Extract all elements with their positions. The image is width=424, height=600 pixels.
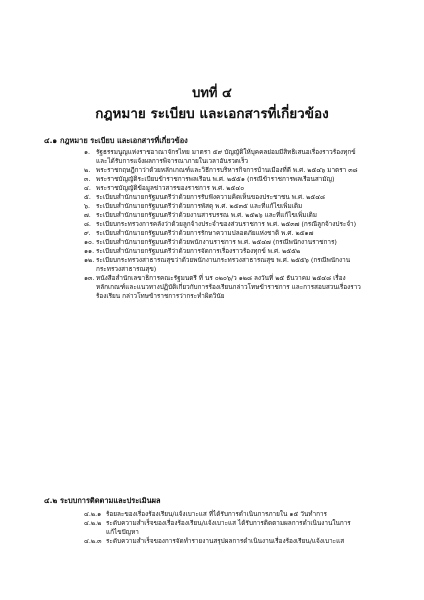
item-text: รัฐธรรมนูญแห่งราชอาณาจักรไทย มาตรา ๕๙ บัญญัติให้บุคคลย่อมมีสิทธิเสนอเรื่องราวร้องทุกข์ — [96, 148, 356, 156]
list-item — [84, 510, 384, 519]
item-number: ๓. — [84, 175, 91, 183]
item-number: ๗. — [84, 211, 91, 219]
section-number: ๔.๒ — [44, 496, 58, 505]
item-text: ระเบียบกระทรวงการคลังว่าด้วยลูกจ้างประจำของส่วนราชการ พ.ศ. ๒๕๓๗ (กรณีลูกจ้างประจำ) — [96, 220, 357, 228]
list-item — [84, 256, 384, 274]
item-text: ระเบียบกระทรวงสาธารณสุขว่าด้วยพนักงานกระทรวงสาธารณสุข พ.ศ. ๒๕๕๖ (กรณีพนักงาน — [96, 256, 351, 264]
item-number: ๑๐. — [84, 238, 94, 246]
item-text: ร้อยละของเรื่องร้องเรียน/แจ้งเบาะแส ที่ได้รับการดำเนินการภายใน ๑๕ วันทำการ — [106, 510, 327, 518]
item-text: และได้รับการแจ้งผลการพิจารณาภายในเวลาอันรวดเร็ว — [96, 157, 249, 165]
evaluation-list — [84, 510, 384, 546]
item-text: ระเบียบสำนักนายกรัฐมนตรีว่าด้วยการจัดการเรื่องราวร้องทุกข์ พ.ศ. ๒๕๕๒ — [96, 247, 301, 255]
section-number: ๔.๑ — [44, 136, 58, 145]
list-item — [84, 202, 384, 211]
item-number: ๔.๒.๒ — [84, 519, 102, 527]
list-item — [84, 238, 384, 247]
section-heading-1 — [44, 135, 188, 147]
section-title: กฎหมาย ระเบียบ และเอกสารที่เกี่ยวข้อง — [60, 136, 188, 145]
list-item — [84, 148, 384, 166]
list-item — [84, 193, 384, 202]
item-number: ๙. — [84, 229, 91, 237]
item-number: ๔.๒.๑ — [84, 510, 102, 518]
list-item — [84, 184, 384, 193]
item-text: พระราชบัญญัติข้อมูลข่าวสารของราชการ พ.ศ. ๒๕๔๐ — [96, 184, 245, 192]
list-item — [84, 220, 384, 229]
item-text: ระเบียบสำนักนายกรัฐมนตรีว่าด้วยการรักษาความปลอดภัยแห่งชาติ พ.ศ. ๒๕๑๗ — [96, 229, 314, 237]
list-item — [84, 175, 384, 184]
item-text: หนังสือสำนักเลขาธิการคณะรัฐมนตรี ที่ นร ๐๒๐๖/ว ๑๒๘ ลงวันที่ ๒๕ ธันวาคม ๒๕๔๘ เรื่อง — [96, 274, 346, 282]
section-title: ระบบการติดตามและประเมินผล — [60, 496, 161, 505]
list-item — [84, 229, 384, 238]
item-number: ๖. — [84, 202, 91, 210]
item-text: ระดับความสำเร็จของการจัดทำรายงานสรุปผลการดำเนินงานเรื่องร้องเรียน/แจ้งเบาะแส — [106, 537, 345, 545]
item-number: ๑๒. — [84, 256, 95, 264]
item-number: ๑. — [84, 148, 91, 156]
list-item — [84, 274, 384, 301]
item-text: แก้ไขปัญหา — [106, 528, 139, 536]
list-item — [84, 247, 384, 256]
item-text: ระเบียบสำนักนายกรัฐมนตรีว่าด้วยการรับฟังความคิดเห็นของประชาชน พ.ศ. ๒๕๔๘ — [96, 193, 325, 201]
list-item — [84, 166, 384, 175]
item-number: ๔. — [84, 184, 91, 192]
item-text: หลักเกณฑ์และแนวทางปฏิบัติเกี่ยวกับการร้องเรียนกล่าวโทษข้าราชการ และการสอบสวนเรื่องราว — [96, 283, 361, 291]
item-number: ๘. — [84, 220, 91, 228]
item-text: ร้องเรียน กล่าวโทษข้าราชการว่ากระทำผิดวินัย — [96, 292, 225, 300]
item-text: ระเบียบสำนักนายกรัฐมนตรีว่าด้วยงานสารบรรณ พ.ศ. ๒๕๒๖ และที่แก้ไขเพิ่มเติม — [96, 211, 317, 219]
section-heading-2 — [44, 495, 161, 507]
item-text: ระเบียบสำนักนายกรัฐมนตรีว่าด้วยการพัสดุ พ.ศ. ๒๕๓๕ และที่แก้ไขเพิ่มเติม — [96, 202, 303, 210]
list-item — [84, 519, 384, 537]
item-number: ๑๓. — [84, 274, 95, 282]
item-number: ๒. — [84, 166, 91, 174]
item-text: พระราชกฤษฎีกาว่าด้วยหลักเกณฑ์และวิธีการบริหารกิจการบ้านเมืองที่ดี พ.ศ. ๒๕๔๖ มาตรา ๓๘ — [96, 166, 358, 174]
item-text: ระดับความสำเร็จของเรื่องร้องเรียน/แจ้งเบาะแส ได้รับการติดตามผลการดำเนินงานในการ — [106, 519, 351, 527]
item-number: ๔.๒.๓ — [84, 537, 102, 545]
item-number: ๕. — [84, 193, 91, 201]
law-list — [84, 148, 384, 301]
list-item — [84, 211, 384, 220]
item-text: พระราชบัญญัติระเบียบข้าราชการพลเรือน พ.ศ. ๒๕๕๑ (กรณีข้าราชการพลเรือนสามัญ) — [96, 175, 335, 183]
item-text: ระเบียบสำนักนายกรัฐมนตรีว่าด้วยพนักงานราชการ พ.ศ. ๒๕๔๗ (กรณีพนักงานราชการ) — [96, 238, 337, 246]
chapter-title: กฎหมาย ระเบียบ และเอกสารที่เกี่ยวข้อง — [95, 106, 329, 122]
item-text: กระทรวงสาธารณสุข) — [96, 265, 157, 273]
item-number: ๑๑. — [84, 247, 95, 255]
chapter-number: บทที่ ๔ — [192, 86, 232, 101]
list-item — [84, 537, 384, 546]
